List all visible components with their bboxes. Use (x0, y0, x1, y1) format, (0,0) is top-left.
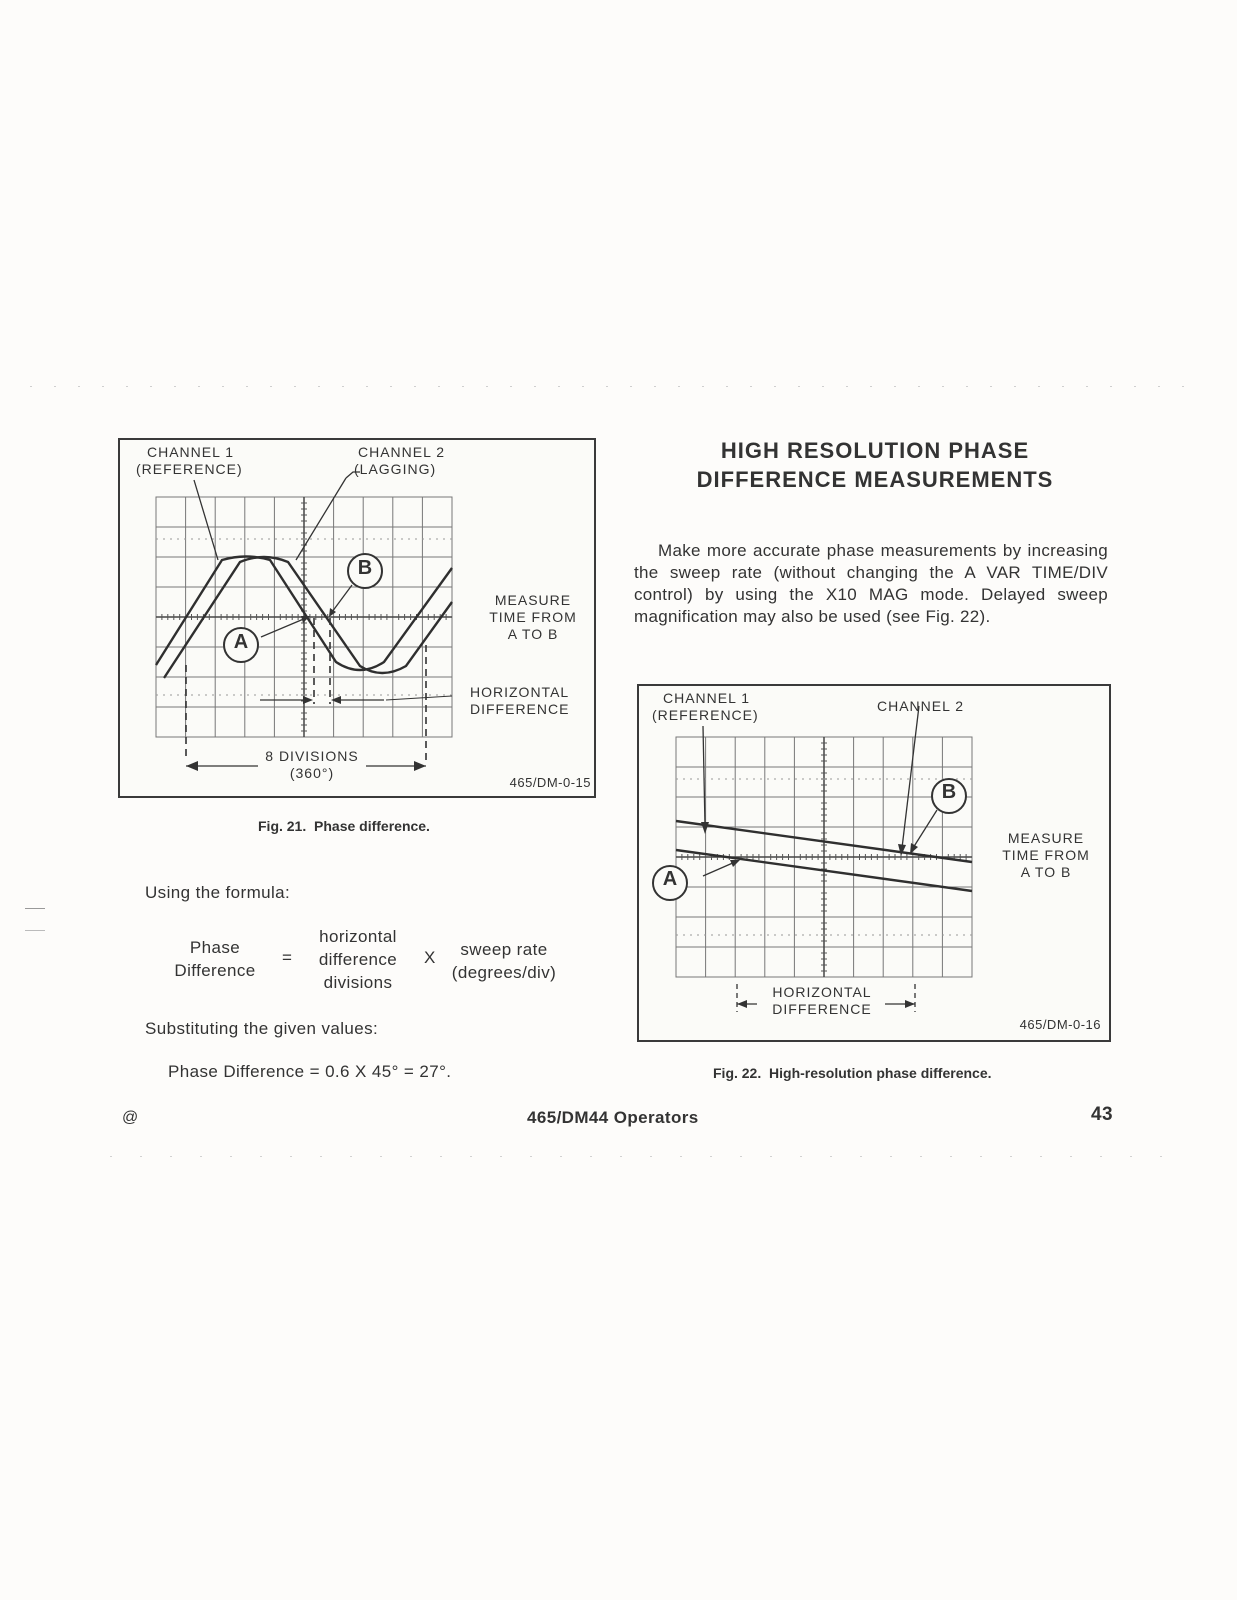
measure-note (478, 592, 588, 643)
formula-middle (303, 925, 413, 994)
horizontal-difference-label (757, 984, 887, 1018)
channel-2-label: CHANNEL 2 (877, 698, 965, 714)
point-a-label: A (662, 868, 678, 890)
section-heading-line: DIFFERENCE MEASUREMENTS (696, 467, 1054, 492)
footer-title: 465/DM44 Operators (527, 1108, 699, 1127)
footer-symbol: @ (122, 1109, 139, 1126)
channel-1-sublabel: (REFERENCE) (652, 707, 759, 723)
section-heading (630, 436, 1120, 494)
measure-note-line: MEASURE (1007, 830, 1085, 846)
horizontal-difference-label (470, 684, 569, 718)
measure-note-line: A TO B (507, 626, 559, 642)
point-a-label: A (233, 631, 249, 653)
scan-artifact-mark (25, 908, 45, 909)
figure-22-caption: Fig. 22. High-resolution phase difference. (713, 1065, 992, 1081)
section-heading-line: HIGH RESOLUTION PHASE (720, 438, 1030, 463)
page-number: 43 (1091, 1104, 1113, 1125)
figure-code: 465/DM-0-16 (1019, 1017, 1101, 1032)
divisions-degrees: (360°) (289, 765, 335, 781)
formula-lhs-line: Difference (174, 961, 256, 980)
formula-lhs-line: Phase (189, 938, 241, 957)
intro-paragraph: Make more accurate phase measurements by increasing the sweep rate (without changing the A VAR TIME/DIV control) by using the X10 MAG mode. Delayed sweep magnification may also be used (see Fig. 22). (634, 541, 1108, 626)
formula-intro: Using the formula: (145, 883, 291, 902)
channel-1-label: CHANNEL 1 (663, 690, 751, 706)
formula-middle-line: difference (318, 950, 398, 969)
channel-1-label: CHANNEL 1 (147, 444, 235, 460)
measure-note (991, 830, 1101, 881)
difference-label: DIFFERENCE (470, 701, 570, 717)
measure-note-line: TIME FROM (1002, 847, 1090, 863)
formula-rhs (443, 938, 565, 984)
figure-code: 465/DM-0-15 (509, 775, 591, 790)
measure-note-line: TIME FROM (489, 609, 577, 625)
channel-1-sublabel: (REFERENCE) (136, 461, 243, 477)
horizontal-label: HORIZONTAL (772, 984, 872, 1000)
figure-21 (118, 438, 596, 798)
difference-label: DIFFERENCE (772, 1001, 872, 1017)
scan-artifact-mark (25, 930, 45, 931)
divisions-label (252, 748, 372, 782)
substitution-intro: Substituting the given values: (145, 1019, 379, 1038)
measure-note-line: A TO B (1020, 864, 1072, 880)
formula-middle-line: horizontal (319, 927, 397, 946)
horizontal-label: HORIZONTAL (470, 684, 570, 700)
formula-equals: = (282, 948, 293, 967)
formula-middle-line: divisions (323, 973, 393, 992)
formula-rhs-line: sweep rate (460, 940, 548, 959)
formula-rhs-line: (degrees/div) (451, 963, 557, 982)
formula-lhs (160, 936, 270, 982)
figure-21-caption: Fig. 21. Phase difference. (258, 818, 430, 834)
point-b-label: B (357, 557, 373, 579)
formula-result: Phase Difference = 0.6 X 45° = 27°. (168, 1062, 452, 1081)
measure-note-line: MEASURE (494, 592, 572, 608)
divisions-count: 8 DIVISIONS (265, 748, 359, 764)
scan-artifact-line (110, 1156, 1190, 1157)
channel-2-sublabel: (LAGGING) (354, 461, 437, 477)
figure-22 (637, 684, 1111, 1042)
point-b-label: B (941, 781, 957, 803)
channel-2-label: CHANNEL 2 (358, 444, 446, 460)
scan-artifact-line (30, 386, 1190, 387)
formula-times: X (424, 948, 436, 967)
